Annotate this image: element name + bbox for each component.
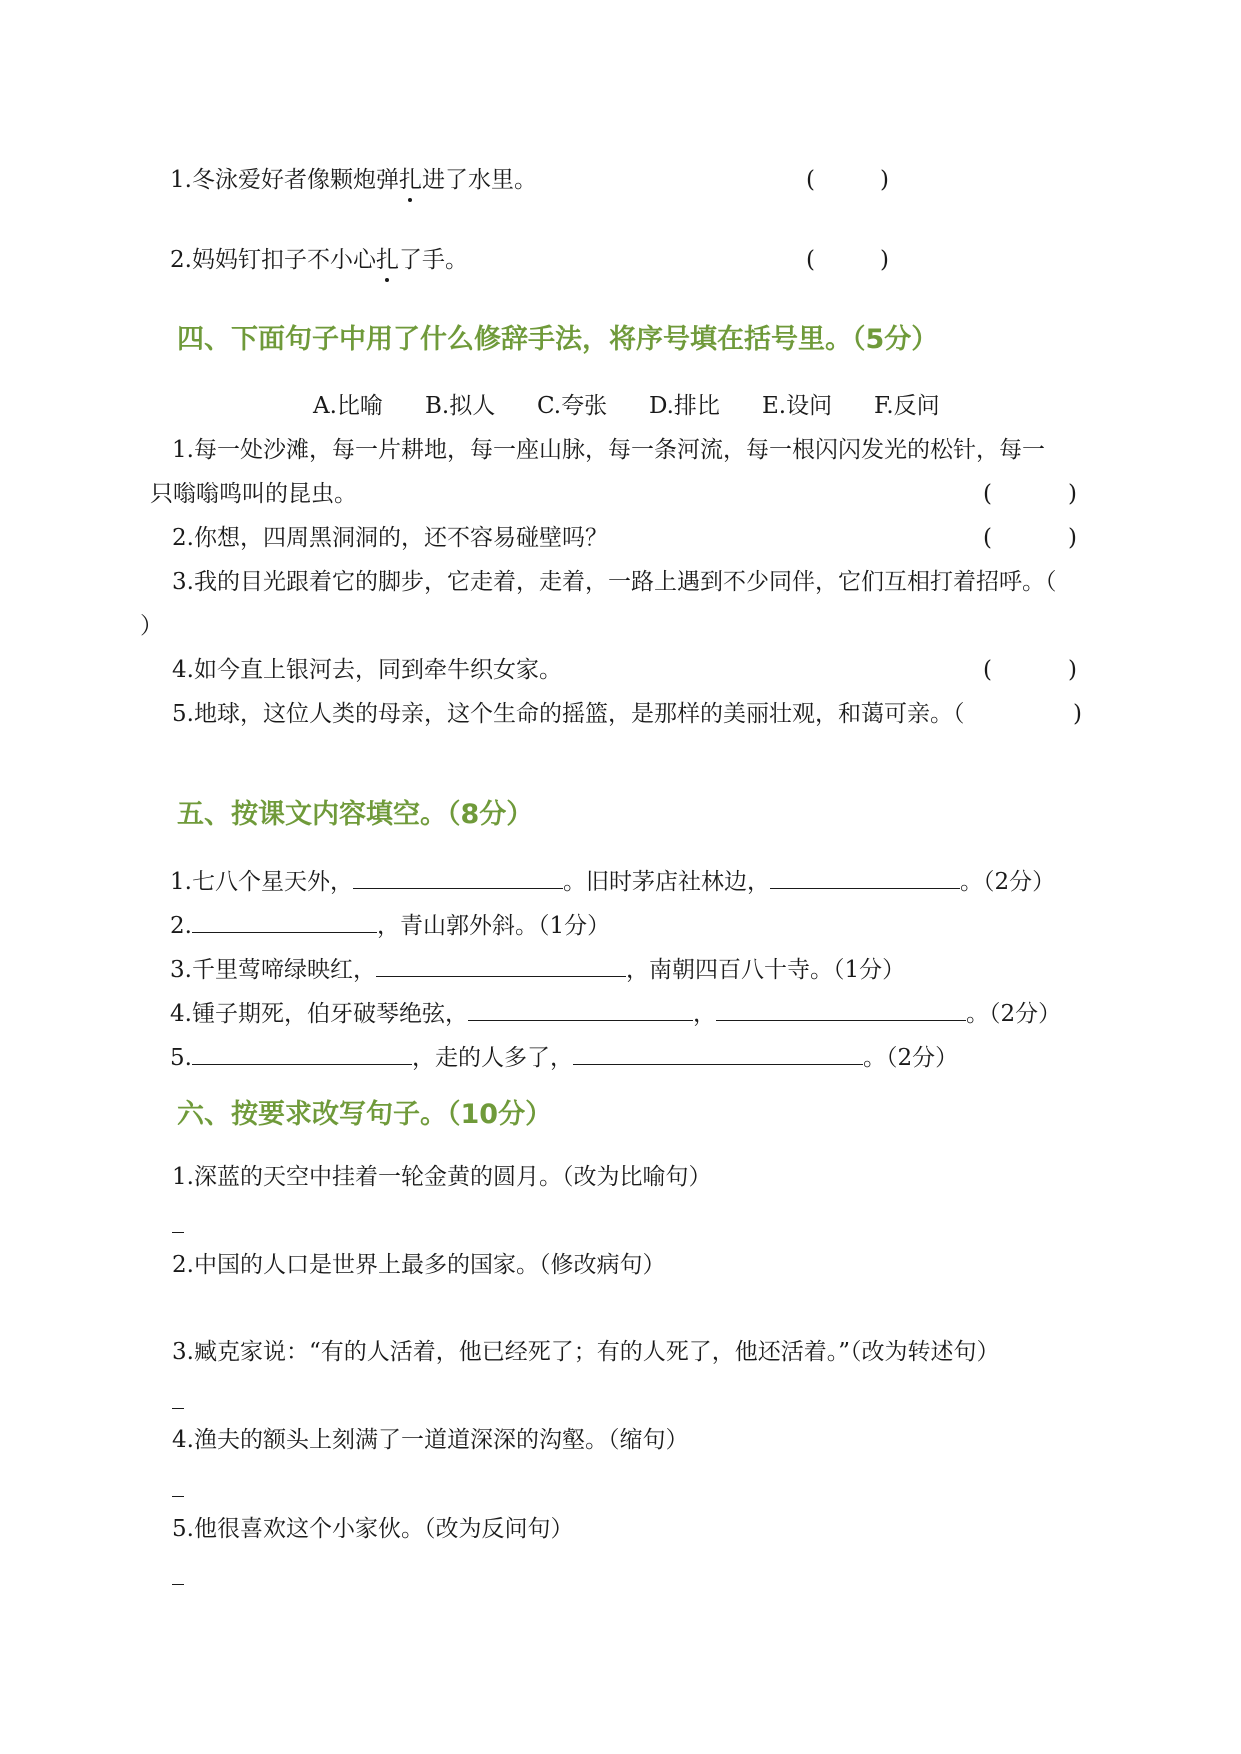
section-5-heading: 五、按课文内容填空。（8分） [177, 799, 534, 830]
answer-paren-close[interactable]: ) [880, 247, 889, 273]
s5-item-4: 4.锺子期死，伯牙破琴绝弦， ， 。（2分） [170, 996, 1061, 1029]
fill-blank[interactable] [353, 864, 563, 889]
emphasis-dot-char: 扎 [398, 167, 422, 193]
s5-item-1: 1.七八个星天外， 。旧时茅店社林边， 。（2分） [170, 864, 1055, 897]
fill-blank[interactable] [376, 952, 626, 977]
emphasis-dot-char: 扎 [375, 247, 399, 273]
answer-line[interactable] [172, 1584, 184, 1585]
answer-paren-close[interactable]: ) [1068, 657, 1077, 683]
answer-paren-open[interactable]: ( [983, 525, 992, 551]
answer-paren-close[interactable]: ) [1073, 701, 1082, 727]
fill-blank[interactable] [573, 1040, 863, 1065]
fill-blank[interactable] [468, 996, 693, 1021]
answer-paren-open[interactable]: ( [806, 247, 815, 273]
s6-item-5: 5.他很喜欢这个小家伙。（改为反问句） [172, 1516, 574, 1542]
answer-line[interactable] [172, 1408, 184, 1409]
s4-item-3-line-1: 3.我的目光跟着它的脚步，它走着，走着，一路上遇到不少同伴，它们互相打着招呼。（ [172, 569, 1057, 595]
s6-item-4: 4.渔夫的额头上刻满了一道道深深的沟壑。（缩句） [172, 1427, 689, 1453]
answer-paren-close[interactable]: ) [1068, 481, 1077, 507]
answer-paren-close[interactable]: ) [880, 167, 889, 193]
section-4-heading: 四、下面句子中用了什么修辞手法，将序号填在括号里。（5分） [177, 324, 939, 355]
fill-blank[interactable] [770, 864, 960, 889]
s4-item-4: 4.如今直上银河去，同到牵牛织女家。 [172, 657, 562, 683]
option-f: F.反问 [874, 393, 940, 419]
option-a: A.比喻 [313, 393, 383, 419]
fill-blank[interactable] [716, 996, 966, 1021]
fill-blank[interactable] [192, 908, 377, 933]
fill-blank[interactable] [192, 1040, 412, 1065]
answer-paren-open[interactable]: ( [983, 657, 992, 683]
s3-item-1: 1.冬泳爱好者像颗炮弹扎进了水里。 [170, 167, 537, 193]
s6-item-2: 2.中国的人口是世界上最多的国家。（修改病句） [172, 1252, 666, 1278]
s4-item-1-line-2: 只嗡嗡鸣叫的昆虫。 [150, 481, 357, 507]
answer-paren-open[interactable]: ( [983, 481, 992, 507]
section-6-heading: 六、按要求改写句子。（10分） [177, 1099, 553, 1130]
s6-item-1: 1.深蓝的天空中挂着一轮金黄的圆月。（改为比喻句） [172, 1164, 712, 1190]
option-e: E.设问 [762, 393, 833, 419]
s6-item-3: 3.臧克家说：“有的人活着，他已经死了；有的人死了，他还活着。”（改为转述句） [172, 1339, 1000, 1365]
answer-line[interactable] [172, 1496, 184, 1497]
s4-item-5: 5.地球，这位人类的母亲，这个生命的摇篮，是那样的美丽壮观，和蔼可亲。（ [172, 701, 965, 727]
answer-paren-open[interactable]: ( [806, 167, 815, 193]
option-c: C.夸张 [537, 393, 608, 419]
s4-item-2: 2.你想，四周黑洞洞的，还不容易碰壁吗？ [172, 525, 608, 551]
s3-item-2: 2.妈妈钉扣子不小心扎了手。 [170, 247, 468, 273]
answer-paren-close[interactable]: ) [1068, 525, 1077, 551]
s4-item-3-line-2: ） [140, 613, 163, 639]
s4-item-1-line-1: 1.每一处沙滩，每一片耕地，每一座山脉，每一条河流，每一根闪闪发光的松针，每一 [172, 437, 1045, 463]
s5-item-2: 2. ，青山郭外斜。（1分） [170, 908, 610, 941]
answer-line[interactable] [172, 1232, 184, 1233]
s5-item-5: 5. ，走的人多了， 。（2分） [170, 1040, 958, 1073]
s5-item-3: 3.千里莺啼绿映红， ，南朝四百八十寺。（1分） [170, 952, 905, 985]
option-d: D.排比 [649, 393, 720, 419]
option-b: B.拟人 [425, 393, 496, 419]
